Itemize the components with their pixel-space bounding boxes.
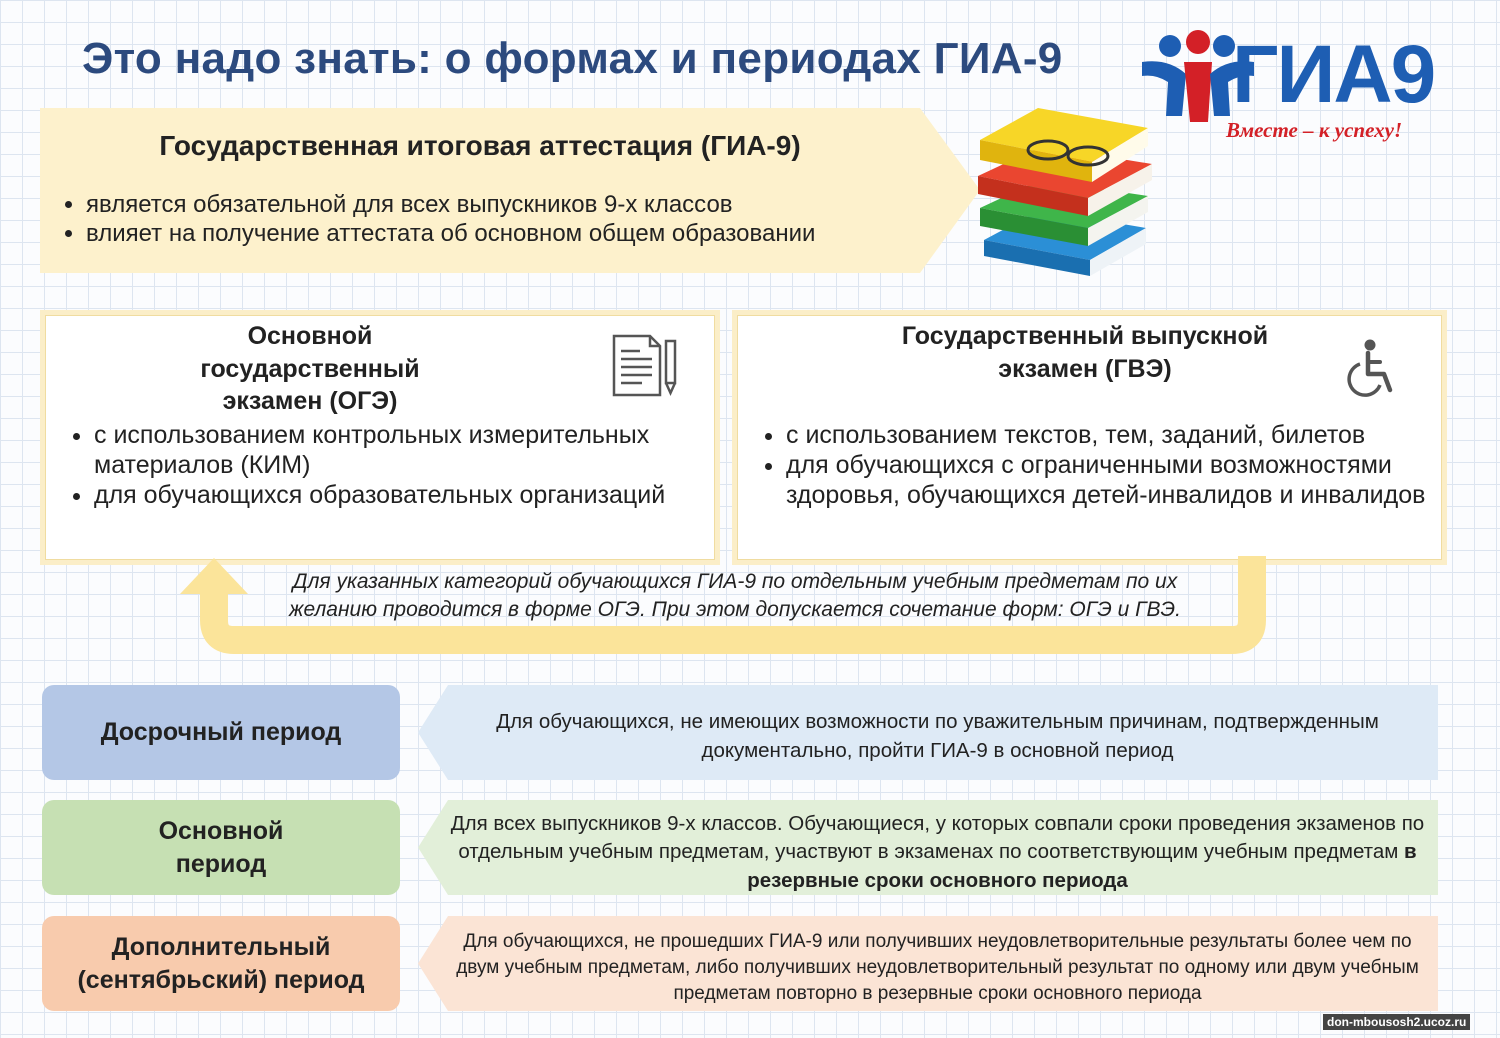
period-additional-desc: Для обучающихся, не прошедших ГИА-9 или получивших неудовлетворительные результаты более чем по двум учебным предметам, либо получивших неудовлетворительный результат по одному или двум учебным предметам повторно в резервные сроки основного периода xyxy=(456,931,1419,1004)
gve-bullets xyxy=(756,420,1426,510)
oge-title xyxy=(140,320,480,418)
period-early-label xyxy=(42,685,400,780)
period-label-text: период xyxy=(175,849,267,878)
gve-title xyxy=(880,320,1290,385)
period-label-text: (сентябрьский) период xyxy=(77,965,365,994)
period-main-desc xyxy=(450,810,1425,895)
period-label-text: Досрочный период xyxy=(100,718,342,747)
gia-bullet: • является обязательной для всех выпускников 9-х классов xyxy=(86,191,936,220)
oge-bullet: • с использованием контрольных измерительных материалов (КИМ) xyxy=(94,420,704,480)
gia-bullet: • влияет на получение аттестата об основном общем образовании xyxy=(86,220,936,249)
oge-bullets xyxy=(64,420,704,510)
books-icon xyxy=(970,100,1160,285)
period-additional-label xyxy=(42,916,400,1011)
period-label-text: Основной xyxy=(158,817,284,845)
note-line: Для указанных категорий обучающихся ГИА-9 по отдельным учебным предметам по их xyxy=(292,570,1178,593)
period-label-text: Дополнительный xyxy=(111,933,331,961)
oge-title-line: экзамен (ОГЭ) xyxy=(222,387,398,415)
period-early-desc: Для обучающихся, не имеющих возможности по уважительным причинам, подтвержденным документально, пройти ГИА-9 в основной период xyxy=(496,710,1379,762)
gve-bullet: • с использованием текстов, тем, заданий, билетов xyxy=(786,420,1426,450)
logo-slogan: Вместе – к успеху! xyxy=(1226,118,1403,142)
combination-note xyxy=(240,568,1230,625)
period-main-desc-bold: в резервные сроки основного периода xyxy=(747,840,1417,892)
period-main-label xyxy=(42,800,400,895)
wheelchair-icon xyxy=(1340,338,1396,398)
gve-bullet: • для обучающихся с ограниченными возможностями здоровья, обучающихся детей-инвалидов и инвалидов xyxy=(786,450,1426,510)
gve-title-line: Государственный выпускной xyxy=(901,322,1269,350)
logo-text: ГИА9 xyxy=(1232,29,1435,120)
oge-bullet: • для обучающихся образовательных организаций xyxy=(94,480,704,510)
watermark: don-mbousosh2.ucoz.ru xyxy=(1323,1014,1470,1030)
oge-title-line: Основной государственный xyxy=(200,322,420,383)
document-pen-icon xyxy=(610,333,682,399)
period-main-desc-text: Для всех выпускников 9-х классов. Обучающиеся, у которых совпали сроки проведения экзаменов по отдельным учебным предметам, участвуют в экзаменах по соответствующим учебным предметам xyxy=(450,812,1425,864)
note-line: желанию проводится в форме ОГЭ. При этом допускается сочетание форм: ОГЭ и ГВЭ. xyxy=(289,598,1181,622)
gia-title: Государственная итоговая аттестация (ГИА-9) xyxy=(159,130,801,161)
gia-bullets xyxy=(56,191,936,249)
gve-title-line: экзамен (ГВЭ) xyxy=(998,354,1172,383)
page-title: Это надо знать: о формах и периодах ГИА-9 xyxy=(82,34,1063,83)
